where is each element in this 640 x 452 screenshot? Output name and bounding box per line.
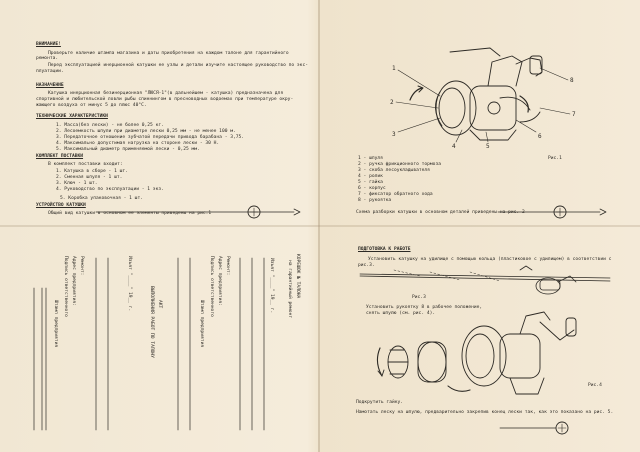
purpose-line: жающего воздуха от минус 5 до плюс 40°С.	[36, 103, 147, 108]
kit-item: 1. Катушка в сборе - 1 шт.	[56, 169, 128, 174]
coupon-a-field: Подпись ответственного	[209, 256, 214, 317]
spec-item: 4. Максимально допустимая нагрузка на стороне лески - 30 Н.	[56, 141, 220, 146]
coupon-a-note: Изъят "____" 19__ г.	[269, 258, 274, 314]
kit-intro: В комплект поставки входит:	[48, 162, 123, 167]
attention-line: плуатации.	[36, 69, 64, 74]
coupon-b-stamp: Штамп предприятия	[53, 300, 58, 348]
spec-item: 5. Максимальный диаметр применяемой лески - 0,25 мм.	[56, 147, 200, 152]
reel-drawing-figure-1	[396, 48, 570, 142]
device-text: Общий вид катушки в основном ее элементы приведены на рис.1	[48, 211, 212, 216]
callout-3: 3	[392, 131, 396, 138]
callout-5: 5	[486, 143, 490, 150]
next-page-arrow-top-right	[498, 206, 606, 218]
figure-1-label: Рис.1	[548, 156, 562, 161]
legend-item: 7 - фиксатор обратного хода	[358, 192, 433, 197]
callout-4: 4	[452, 143, 456, 150]
coupon-b-field: Ремонт:	[79, 256, 84, 276]
attention-title: ВНИМАНИЕ!	[36, 42, 61, 47]
legend-item: 6 - корпус	[358, 186, 386, 191]
coupon-a-field: Ремонт:	[225, 256, 230, 276]
figure-4-label: Рис.4	[588, 383, 602, 388]
callout-2: 2	[390, 99, 394, 106]
next-page-arrow-top-left	[96, 206, 300, 218]
callout-8: 8	[570, 77, 574, 84]
spec-item: 2. Лесоемкость шпули при диаметре лески 0,25 мм - не менее 100 м.	[56, 129, 236, 134]
kit-title: КОМПЛЕКТ ПОСТАВКИ	[36, 154, 84, 159]
attention-line: ремонта.	[36, 56, 59, 61]
next-page-arrow-bottom-right	[500, 422, 568, 434]
device-title: УСТРОЙСТВО КАТУШКИ	[36, 203, 86, 208]
legend-item: 2 - ручка фрикционного тормоза	[358, 162, 441, 167]
coupon-b-title: АКТ	[157, 300, 162, 309]
purpose-title: НАЗНАЧЕНИЕ	[36, 83, 64, 88]
callout-6: 6	[538, 133, 542, 140]
coupon-a-sub: на гарантийный ремонт	[287, 260, 292, 319]
spec-item: 3. Передаточное отношение зубчатой передачи привода барабана - 3,75.	[56, 135, 245, 140]
kit-item: 5. Коробка упаковочная - 1 шт.	[60, 196, 143, 201]
figure-1-callouts	[390, 65, 576, 150]
specs-title: ТЕХНИЧЕСКИЕ ХАРАКТЕРИСТИКИ	[36, 114, 108, 119]
step-text: Установить катушку на удилище с помощью кольца (пластиковое с удилищем) в соответствии с	[368, 257, 612, 262]
coupon-ruling-lines	[34, 258, 264, 430]
coupon-a-field: Адрес предприятия:	[217, 256, 222, 306]
callout-7: 7	[572, 111, 576, 118]
step-text: Подкрутить гайку.	[356, 400, 404, 405]
legend-item: 3 - скоба лесоукладывателя	[358, 168, 430, 173]
preparation-title: ПОДГОТОВКА К РАБОТЕ	[358, 247, 411, 252]
attention-line: Перед эксплуатацией инерционной катушки ее узлы и детали изучите настоящее руководство по экс-	[48, 63, 308, 68]
legend-item: 1 - шпуля	[358, 156, 383, 161]
figure-3-label: Рис.3	[412, 295, 426, 300]
coupon-a-stamp: Штамп предприятия	[199, 300, 204, 348]
step-text: Намотать леску на шпулю, предварительно закрепив конец лески так, как это показано на рис. 5.	[356, 410, 614, 415]
rod-drawing-figure-3	[360, 266, 610, 294]
purpose-line: Катушка инерционная безинерционная "ЛЮСЯ-1"(в дальнейшем - катушка) предназначена для	[48, 91, 284, 96]
reel-disassembly-figure-4	[377, 312, 576, 394]
spec-item: 1. Масса(без лески) - не более 0,25 кг.	[56, 123, 164, 128]
legend-item: 5 - гайка	[358, 180, 383, 185]
callout-1: 1	[392, 65, 396, 72]
attention-line: Проверьте наличие штампа магазина и даты приобретения на каждом талоне для гарантийного	[48, 51, 289, 56]
coupon-a-title: КОРЕШОК № ТАЛОНА	[295, 254, 300, 299]
coupon-b-field: Подпись ответственного	[63, 256, 68, 317]
coupon-b-field: Адрес предприятия:	[71, 256, 76, 306]
kit-item: 3. Ключ - 1 шт.	[56, 181, 98, 186]
kit-item: 2. Сменная шпуля - 1 шт.	[56, 175, 123, 180]
legend-item: 4 - ролик	[358, 174, 383, 179]
step-text: снять шпулю (см. рис. 4).	[366, 311, 436, 316]
purpose-line: спортивной и любительской ловли рыбы спиннингом в пресноводных водоемах при температуре окру-	[36, 97, 294, 102]
kit-item: 4. Руководство по эксплуатации - 1 экз.	[56, 187, 164, 192]
coupon-b-sub: ВЫПОЛНЕНИЯ РАБОТ ПО ТАЛОНУ	[149, 286, 154, 358]
coupon-b-note: Изъят "____" 19__ г.	[127, 256, 132, 312]
step-text: рис.3.	[358, 263, 375, 268]
legend-item: 8 - рукоятка	[358, 198, 392, 203]
scheme-text: Схема разборки катушки в основном деталей приведены на рис. 2	[356, 210, 525, 215]
step-text: Установить рукоятку 8 в рабочее положение,	[366, 305, 483, 310]
